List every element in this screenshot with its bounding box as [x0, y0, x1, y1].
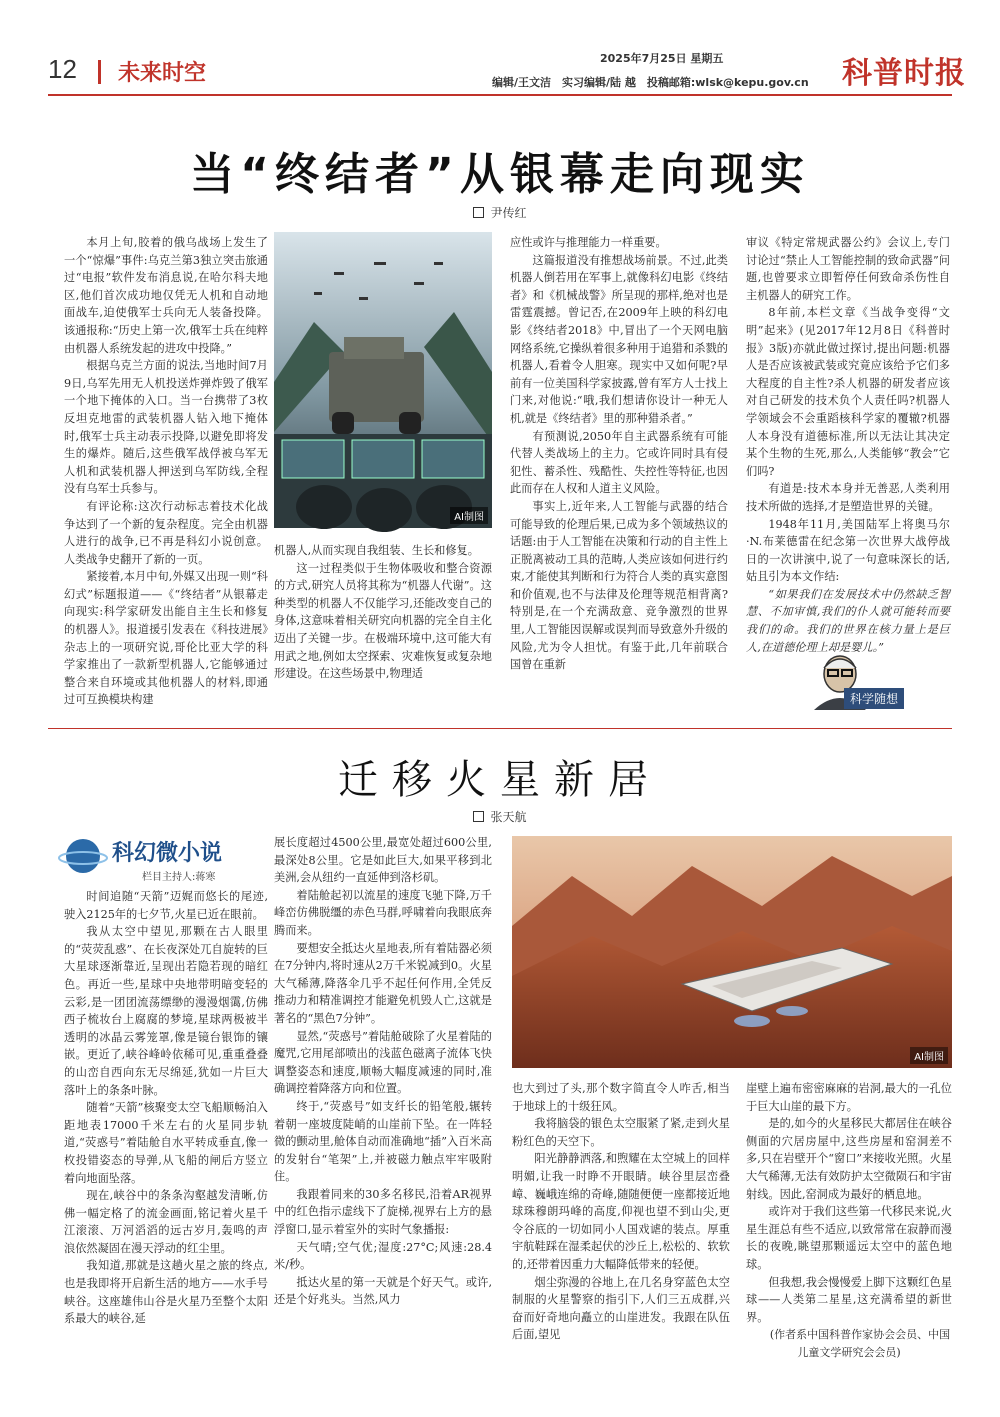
paragraph: 抵达火星的第一天就是个好天气。或许,还是个好兆头。当然,风力 [274, 1275, 492, 1307]
paragraph: 我跟着同来的30多名移民,沿着AR视界中的红色指示虚线下了旋梯,视界右上方的悬浮窗口,显示着室外的实时气象播报: [274, 1187, 492, 1237]
article2-byline [0, 808, 1000, 825]
column-badge-label: 科学随想 [844, 688, 904, 709]
paragraph: 应性或许与推理能力一样重要。 [510, 236, 667, 249]
article2-author: 张天航 [490, 810, 527, 824]
article1-column-4 [746, 234, 950, 654]
paragraph: 机器人,从而实现自我组装、生长和修复。 [274, 544, 479, 557]
paragraph: 是的,如今的火星移民大都居住在峡谷侧面的穴居房屋中,这些房屋和窑洞差不多,只在岩壁开个“窗口”来接收光照。火星大气稀薄,无法有效防护太空微陨石和宇宙射线。因此,窑洞成为最好的栖息地。 [746, 1117, 952, 1201]
author-note: (作者系中国科普作家协会会员、中国儿童文学研究会会员) [769, 1328, 951, 1359]
article1-column-3 [510, 234, 728, 714]
paragraph: 8年前,本栏文章《当战争变得“文明”起来》(见2017年12月8日《科普时报》3版)亦就此做过探讨,提出问题:机器人是否应该被武装或究竟应该给予它们多大程度的自主性?杀人机器的研发者应该对自己研发的技术负个人责任吗?机器人学领域会不会重蹈核科学家的覆辙?机器人本身没有道德标准,所以无法让其决定某个生物的生死,那么,人类能够“教会”它们吗? [746, 306, 950, 478]
article1-title: 当“终结者”从银幕走向现实 [190, 149, 810, 200]
paragraph: 这一过程类似于生物体吸收和整合资源的方式,研究人员将其称为“机器人代谢”。这种类型的机器人不仅能学习,还能改变自己的身体,这意味着相关研究向机器的完全自主化迈出了关键一步。在极端环境中,这可能大有用武之地,例如太空探索、灾难恢复或复杂地形建设。在这些场景中,物理适 [274, 561, 492, 681]
paragraph: 展长度超过4500公里,最宽处超过600公里,最深处8公里。它是如此巨大,如果平移到北美洲,会从纽约一直延伸到洛杉矶。 [274, 836, 492, 885]
column-host: 栏目主持人:蒋寒 [142, 872, 216, 883]
column-badge-science-musings [780, 652, 930, 710]
paragraph: 或许对于我们这些第一代移民来说,火星生涯总有些不适应,以致常常在寂静而漫长的夜晚,眺望那颗遥远太空中的蓝色地球。 [746, 1205, 952, 1271]
byline-box-icon [473, 811, 484, 822]
byline-box-icon [473, 207, 484, 218]
planet-icon [58, 834, 108, 878]
article1-author: 尹传红 [490, 206, 527, 220]
paragraph: 随着“天箭”核聚变太空飞船顺畅泊入距地表17000千米左右的火星同步轨道,“荧惑号”着陆舱自水平转成垂直,像一枚投错姿态的导弹,从飞船的闸后方竖立着向地面坠落。 [64, 1101, 268, 1185]
column-badge-title: 科幻微小说 [112, 841, 223, 866]
image-credit: AI制图 [910, 1047, 948, 1064]
paragraph: 着陆舱起初以流星的速度飞驰下降,万千峰峦仿佛脱缰的赤色马群,呼啸着向我眼底奔腾而来。 [274, 888, 492, 937]
paragraph: 本月上旬,胶着的俄乌战场上发生了一个“惊爆”事件:乌克兰第3独立突击旅通过“电报”软件发布消息说,在哈尔科夫地区,他们首次成功地仅凭无人机和自动地面战车,迫使俄军士兵向无人装备投降。该通报称:“历史上第一次,俄军士兵在纯粹由机器人系统发起的进攻中投降。” [64, 236, 268, 355]
column-badge-scifi-micro-fiction [50, 830, 272, 884]
image-credit: AI制图 [450, 507, 488, 524]
article1-byline [0, 204, 1000, 221]
section-title: 未来时空 [118, 61, 207, 86]
article2-column-4 [746, 1080, 952, 1368]
article2-column-1 [64, 888, 268, 1368]
paragraph: 但我想,我会慢慢爱上脚下这颗红色星球——人类第二星星,这充满希望的新世界。 [746, 1275, 952, 1324]
article2-illustration [512, 836, 952, 1068]
header-divider [98, 60, 101, 84]
paragraph: 有预测说,2050年自主武器系统有可能代替人类战场上的主力。它或许同时具有侵犯性、蓄杀性、残酷性、失控性等特征,也因此而存在人权和人道主义风险。 [510, 429, 728, 496]
paragraph: 我将脑袋的银色太空服紧了紧,走到火星粉红色的天空下。 [512, 1117, 730, 1148]
paragraph: 时间追随“天箭”迈娓而悠长的尾迹,驶入2125年的七夕节,火星已近在眼前。 [64, 890, 268, 921]
issue-date: 2025年7月25日 星期五 [600, 52, 724, 65]
article2-column-3 [512, 1080, 730, 1368]
paragraph: 终于,“荧惑号”如支纤长的铅笔般,辗转着朝一座坡度陡峭的山崖前下坠。在一阵轻微的颤动里,舱体自动而准确地“插”入百米高的发射台“笔架”上,并被磁力触点牢牢吸附住。 [274, 1099, 492, 1184]
paragraph: 烟尘弥漫的谷地上,在几名身穿蓝色太空制服的火星警察的指引下,人们三五成群,兴奋而好奇地向矗立的山崖进发。我跟在队伍后面,望见 [512, 1275, 730, 1342]
paragraph: 现在,峡谷中的条条沟壑越发清晰,仿佛一幅定格了的流金画面,铭记着火星千江滚滚、万河滔滔的远古岁月,轰鸣的声浪依然凝固在漫天浮动的红尘里。 [64, 1189, 268, 1255]
paragraph: 也大到过了头,那个数字简直令人咋舌,相当于地球上的十级狂风。 [512, 1082, 730, 1113]
paragraph: 我从太空中望见,那颗在古人眼里的“荧荧乱惑”、在长夜深处兀自旋转的巨大星球逐渐靠近,呈现出若隐若现的暗红色。再近一些,星球中央地带明暗变轻的云彩,是一团团流荡缥缈的漫漫烟霭,仿佛西子梳妆台上腐腐的梦境,星球两极被半透明的冰晶云雾笼罩,像是镜台银饰的镶嵌。更近了,峡谷峰岭依稀可见,重重叠叠的山峦自西向东无尽绵延,犹如一片巨大落叶上的条条叶脉。 [64, 925, 268, 1097]
paragraph: 我知道,那就是这趟火星之旅的终点,也是我即将开启新生活的地方——水手号峡谷。这座雄伟山谷是火星乃至整个太阳系最大的峡谷,延 [64, 1259, 268, 1326]
article-divider [48, 728, 952, 729]
article1-column-1 [64, 234, 268, 714]
page-number: 12 [48, 54, 77, 84]
article2-column-2 [274, 834, 492, 1368]
paragraph: 1948年11月,美国陆军上将奥马尔·N.布莱德雷在纪念第一次世界大战停战日的一次讲演中,说了一句意味深长的话,姑且引为本文作结: [746, 517, 950, 584]
paragraph: 要想安全抵达火星地表,所有着陆器必须在7分钟内,将时速从2万千米锐减到0。火星大气稀薄,降落伞几乎不起任何作用,全凭反推动力和精准调控才能避免机毁人亡,这就是著名的“黑色7分钟”。 [274, 941, 492, 1025]
article1-illustration [274, 232, 492, 528]
newspaper-logo: 科普时报 [842, 56, 966, 91]
paragraph: 阳光静静洒落,和煦耀在太空城上的回样明媚,让我一时睁不开眼睛。峡谷里层峦叠嶂、巍峨连绵的奇峰,随随便便一座都接近地球珠穆朗玛峰的高度,仰视也望不到山尖,更令谷底的一切如同小人国戏谑的装点。厚重宇航鞋踩在湿柔起伏的沙丘上,松松的、软软的,还带着因重力大幅降低带来的轻便。 [512, 1152, 730, 1271]
article1-column-2 [274, 542, 492, 714]
article2-title: 迁移火星新居 [338, 757, 662, 803]
paragraph: 有评论称:这次行动标志着技术化战争达到了一个新的复杂程度。完全由机器人进行的战争,已不再是科幻小说创意。人类战争史翻开了新的一页。 [64, 499, 268, 566]
paragraph: 有道是:技术本身并无善恶,人类利用技术所做的选择,才是塑造世界的关键。 [746, 482, 950, 513]
paragraph: 天气晴;空气优;湿度:27°C;风速:28.4米/秒。 [274, 1240, 492, 1272]
paragraph: 审议《特定常规武器公约》会议上,专门讨论过“禁止人工智能控制的致命武器”问题,也曾要求立即暂停任何致命杀伤性自主机器人的研究工作。 [746, 236, 950, 302]
paragraph: 崖壁上遍布密密麻麻的岩洞,最大的一孔位于巨大山崖的最下方。 [746, 1082, 952, 1113]
paragraph: 事实上,近年来,人工智能与武器的结合可能导致的伦理后果,已成为多个领域热议的话题:由于人工智能在决策和行动的自主性上正脱离被动工具的范畴,人类应该如何进行约束,才能使其判断和行为符合人类的真实意图和价值观,也不与法律及伦理等规范相背离?特别是,在一个充满敌意、竞争激烈的世界里,人工智能因误解或误判而导致意外升级的风险,尤为令人担忧。有鉴于此,几年前联合国曾在重新 [510, 499, 728, 672]
quotation: “如果我们在发展技术中仍然缺乏智慧、不加审慎,我们的仆人就可能转而要我们的命。我们的世界在核力量上是巨人,在道德伦理上却是婴儿。” [746, 587, 950, 654]
editor-line: 编辑/王文洁 实习编辑/陆 越 投稿邮箱:wlsk@kepu.gov.cn [492, 76, 809, 89]
paragraph: 显然,“荧惑号”着陆舱破除了火星着陆的魔咒,它用尾部喷出的浅蓝色磁离子流体飞快调整姿态和速度,顺畅大幅度减速的同时,准确调控着降落方向和位置。 [274, 1029, 492, 1096]
paragraph: 紧接着,本月中旬,外媒又出现一则“科幻式”标题报道——《“终结者”从银幕走向现实:科学家研发出能自主生长和修复的机器人》。报道援引发表在《科技进展》杂志上的一项研究说,哥伦比亚大学的科学家推出了一款新型机器人,它能够通过整合来自环境或其他机器人的材料,即通过可互换模块构建 [64, 570, 268, 707]
paragraph: 根据乌克兰方面的说法,当地时间7月9日,乌军先用无人机投送炸弹炸毁了俄军一个地下掩体的入口。当一台携带了3枚反坦克地雷的武装机器人钻入地下掩体时,俄军士兵主动表示投降,以避免即将发生的爆炸。随后,这些俄军战俘被乌军无人机和武装机器人押送到乌军防线,全程没有乌军士兵参与。 [64, 359, 268, 496]
header-rule [48, 94, 952, 96]
paragraph: 这篇报道没有推想战场前景。不过,此类机器人倒若用在军事上,就像科幻电影《终结者》和《机械战警》所呈现的那样,绝对也是雷霆震撼。曾记否,在2009年上映的科幻电影《终结者2018》中,冒出了一个天网电脑网络系统,它操纵着很多种用于追猎和杀戮的机器人,看着令人胆寒。现实中又如何呢?早前有一位美国科学家披露,曾有军方人士找上门来,对他说:“哦,我们想请你设计一种无人机,就是《终结者》里的那种猎杀者。” [510, 253, 728, 425]
